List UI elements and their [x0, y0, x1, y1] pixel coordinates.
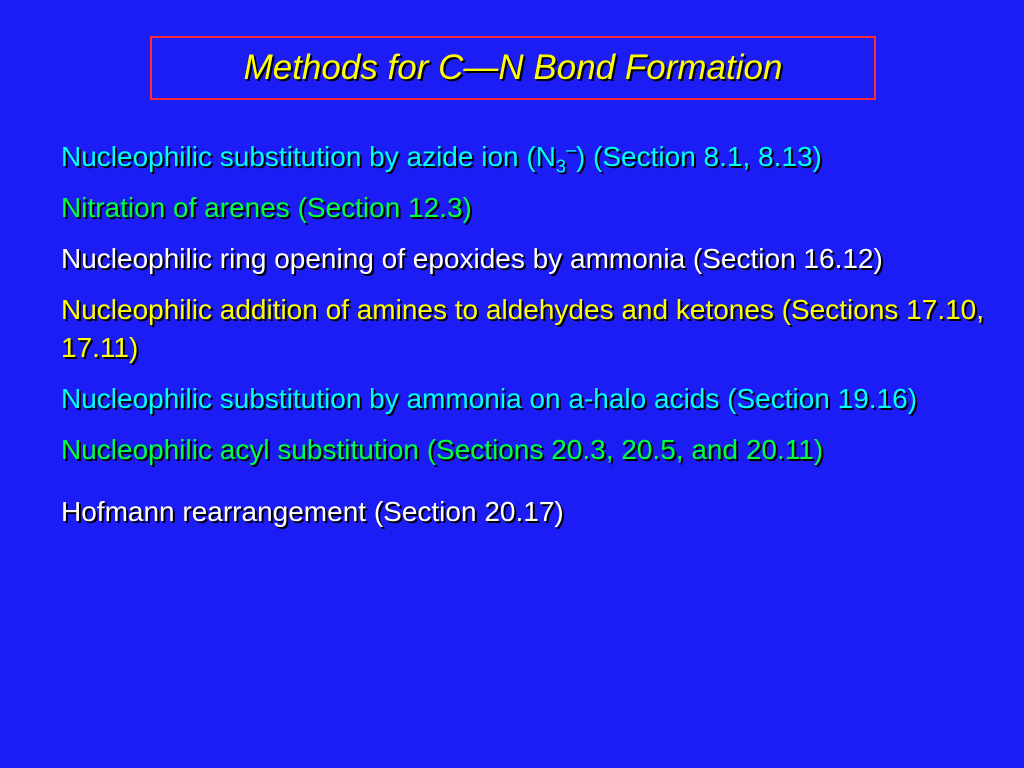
method-item-hofmann: Hofmann rearrangement (Section 20.17): [61, 496, 564, 527]
slide-title: Methods for C—N Bond Formation: [243, 48, 783, 87]
method-item-halo-acid-substitution: Nucleophilic substitution by ammonia on a-halo acids (Section 19.16): [61, 383, 918, 414]
method-item-nitration: Nitration of arenes (Section 12.3): [61, 192, 472, 223]
method-item-azide: [61, 138, 1001, 176]
method-item-text: Nucleophilic substitution by azide ion (N: [61, 141, 556, 172]
method-list: [61, 138, 1001, 544]
title-box: [150, 36, 876, 100]
method-item-acyl-substitution: Nucleophilic acyl substitution (Sections 20.3, 20.5, and 20.11): [61, 434, 824, 465]
subscript-3: 3: [555, 156, 566, 177]
method-item-text-tail: ) (Section 8.1, 8.13): [575, 141, 822, 172]
method-item-epoxide-opening: Nucleophilic ring opening of epoxides by ammonia (Section 16.12): [61, 243, 883, 274]
superscript-minus: –: [565, 139, 576, 160]
method-item-amine-addition: Nucleophilic addition of amines to aldehydes and ketones (Sections 17.10, 17.11): [61, 294, 985, 363]
